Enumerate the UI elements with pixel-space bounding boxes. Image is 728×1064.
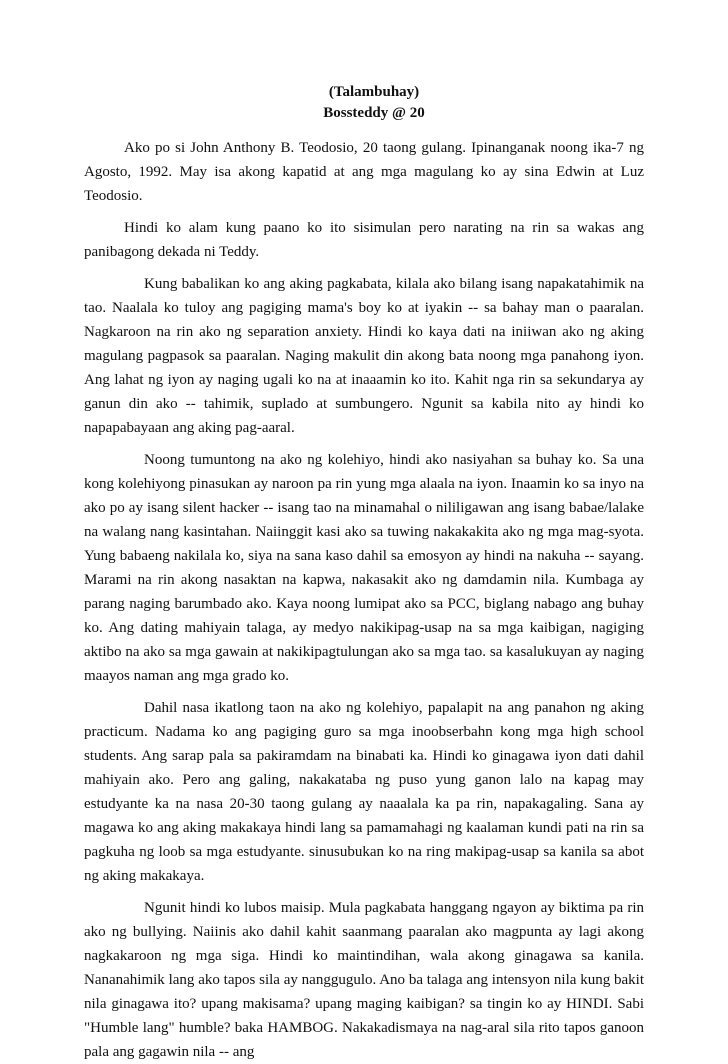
paragraph-introduction: Ako po si John Anthony B. Teodosio, 20 taong gulang. Ipinanganak noong ika-7 ng Agosto, 1992. May isa akong kapatid at ang mga magulang ko ay sina Edwin at Luz Teodosio.: [84, 140, 644, 204]
paragraph-childhood: Kung babalikan ko ang aking pagkabata, kilala ako bilang isang napakatahimik na tao. Naalala ko tuloy ang pagiging mama's boy ko at iyakin -- sa bahay man o paaralan. Nagkaroon na rin ako ng separation anxiety. Hindi ko kaya dati na iniiwan ako ng aking magulang pagpasok sa paaralan. Naging makulit din akong bata noong mga panahong iyon. Ang lahat ng iyon ay naging ugali ko na at inaaamin ko ito. Kahit nga rin sa sekundarya ay ganun din ako -- tahimik, suplado at sumbungero. Ngunit sa kabila nito ay hindi ko napapabayaan ang aking pag-aaral.: [84, 276, 644, 436]
title-block: [84, 82, 644, 124]
paragraph-bullying: Ngunit hindi ko lubos maisip. Mula pagkabata hanggang ngayon ay biktima pa rin ako ng bullying. Naiinis ako dahil kahit saanmang paaralan ako magpunta ay lagi akong nagkakaroon ng mga siga. Hindi ko maintindihan, wala akong ginagawa sa kanila. Nananahimik lang ako tapos sila ay nanggugulo. Ano ba talaga ang intensyon nila kung bakit nila ginagawa ito? upang makisama? upang maging kaibigan? sa tingin ko ay HINDI. Sabi "Humble lang" humble? baka HAMBOG. Nakakadismaya na nag-aral sila rito tapos ganoon pala ang gagawin nila -- ang: [84, 900, 644, 1060]
document-subtitle: Bossteddy @ 20: [323, 105, 425, 121]
paragraph-college: Noong tumuntong na ako ng kolehiyo, hindi ako nasiyahan sa buhay ko. Sa una kong kolehiyong pinasukan ay naroon pa rin yung mga alaala na iyon. Inaamin ko sa inyo na ako po ay isang silent hacker -- isang tao na minamahal o nililigawan ang isang babae/lalake na walang nang kasintahan. Naiinggit kasi ako sa tuwing nakakakita ako ng mga mag-syota. Yung babaeng nakilala ko, siya na sana kaso dahil sa emosyon ay hindi na nakuha -- sayang. Marami na rin akong nasaktan na kapwa, nakasakit ako ng damdamin nila. Kumbaga ay parang naging barumbado ako. Kaya noong lumipat ako sa PCC, biglang nabago ang buhay ko. Ang dating mahiyain talaga, ay medyo nakikipag-usap na sa mga kaibigan, nagiging aktibo na ako sa mga gawain at nakikipagtulungan ako sa mga tao. sa kasalukuyan ay naging maayos naman ang mga grado ko.: [84, 452, 644, 684]
paragraph-practicum: Dahil nasa ikatlong taon na ako ng kolehiyo, papalapit na ang panahon ng aking practicum. Nadama ko ang pagiging guro sa mga inoobserbahn kong mga high school students. Ang sarap pala sa pakiramdam na binabati ka. Hindi ko ginagawa iyon dati dahil mahiyain ako. Pero ang galing, nakakataba ng puso yung ganon lalo na kapag may estudyante ka na nasa 20-30 taong gulang ay naaalala ka pa rin, napakagaling. Sana ay magawa ko ang aking makakaya hindi lang sa pamamahagi ng kaalaman kundi pati na rin sa pagkuha ng loob sa mga estudyante. sinusubukan ko na ring makipag-usap sa kanila sa abot ng aking makakaya.: [84, 700, 644, 884]
document-title: (Talambuhay): [328, 84, 420, 100]
paragraph-new-decade: Hindi ko alam kung paano ko ito sisimulan pero narating na rin sa wakas ang panibagong dekada ni Teddy.: [84, 220, 644, 260]
